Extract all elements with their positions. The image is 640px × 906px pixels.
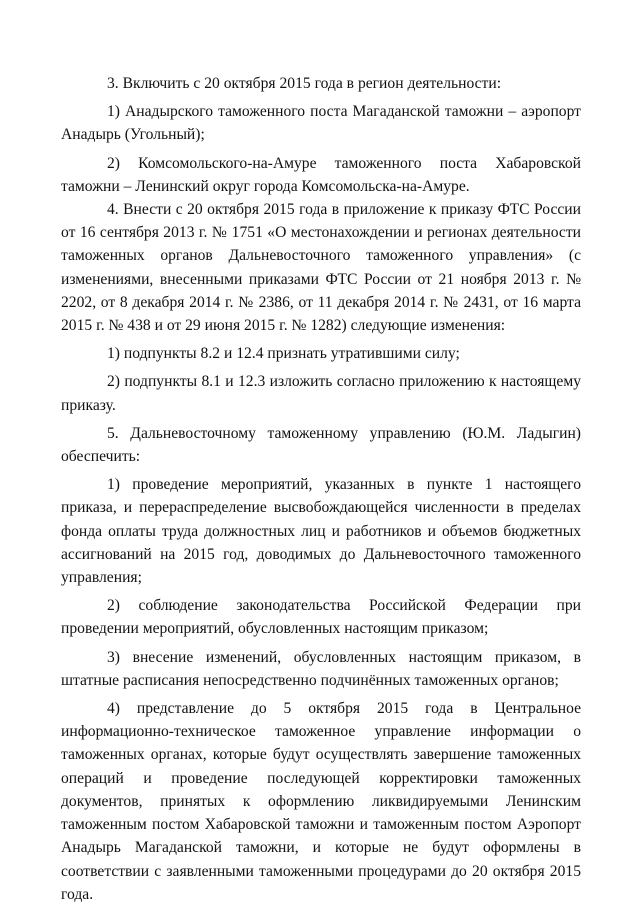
paragraph-subitem-3-1: 1) Анадырского таможенного поста Магаданской таможни – аэропорт Анадырь (Угольный);: [61, 103, 581, 144]
paragraph-subitem-5-4: 4) представление до 5 октября 2015 года в Центральное информационно-техническое таможенное управление информации о таможенных органах, которые будут осуществлять завершение таможенных операций и проведение последующей корректировки таможенных документов, принятых к оформлению ликвидируемыми Ленинским таможенным постом Хабаровской таможни и таможенным постом Аэропорт Анадырь Магаданской таможни, и которые не будут оформлены в соответствии с заявленными таможенными процедурами до 20 октября 2015 года.: [61, 700, 581, 903]
paragraph-subitem-4-2: 2) подпункты 8.1 и 12.3 изложить согласно приложению к настоящему приказу.: [61, 373, 581, 414]
paragraph-subitem-5-1: 1) проведение мероприятий, указанных в пункте 1 настоящего приказа, и перераспределение высвобождающейся численности в пределах фонда оплаты труда должностных лиц и работников и объемов бюджетных ассигнований на 2015 год, доводимых до Дальневосточного таможенного управления;: [61, 476, 581, 587]
paragraph-item-5: 5. Дальневосточному таможенному управлению (Ю.М. Ладыгин) обеспечить:: [61, 424, 581, 466]
paragraph-item-4: 4. Внести с 20 октября 2015 года в приложение к приказу ФТС России от 16 сентября 2013 г. № 1751 «О местонахождении и регионах деятельности таможенных органов Дальневосточного таможенного управления» (с изменениями, внесенными приказами ФТС России от 21 ноября 2013 г. № 2202, от 8 декабря 2014 г. № 2386, от 11 декабря 2014 г. № 2431, от 16 марта 2015 г. № 438 и от 29 июня 2015 г. № 1282) следующие изменения:: [61, 201, 581, 335]
paragraph-item-3: 3. Включить с 20 октября 2015 года в регион деятельности:: [107, 75, 502, 92]
paragraph-subitem-5-3: 3) внесение изменений, обусловленных настоящим приказом, в штатные расписания непосредственно подчинённых таможенных органов;: [61, 648, 581, 689]
document-body: [61, 72, 581, 906]
paragraph-subitem-3-2: 2) Комсомольского-на-Амуре таможенного поста Хабаровской таможни – Ленинский округ города Комсомольска-на-Амуре.: [61, 154, 581, 195]
paragraph-subitem-4-1: 1) подпункты 8.2 и 12.4 признать утратившими силу;: [107, 345, 460, 363]
paragraph-subitem-5-2: 2) соблюдение законодательства Российской Федерации при проведении мероприятий, обусловленных настоящим приказом;: [61, 597, 581, 638]
